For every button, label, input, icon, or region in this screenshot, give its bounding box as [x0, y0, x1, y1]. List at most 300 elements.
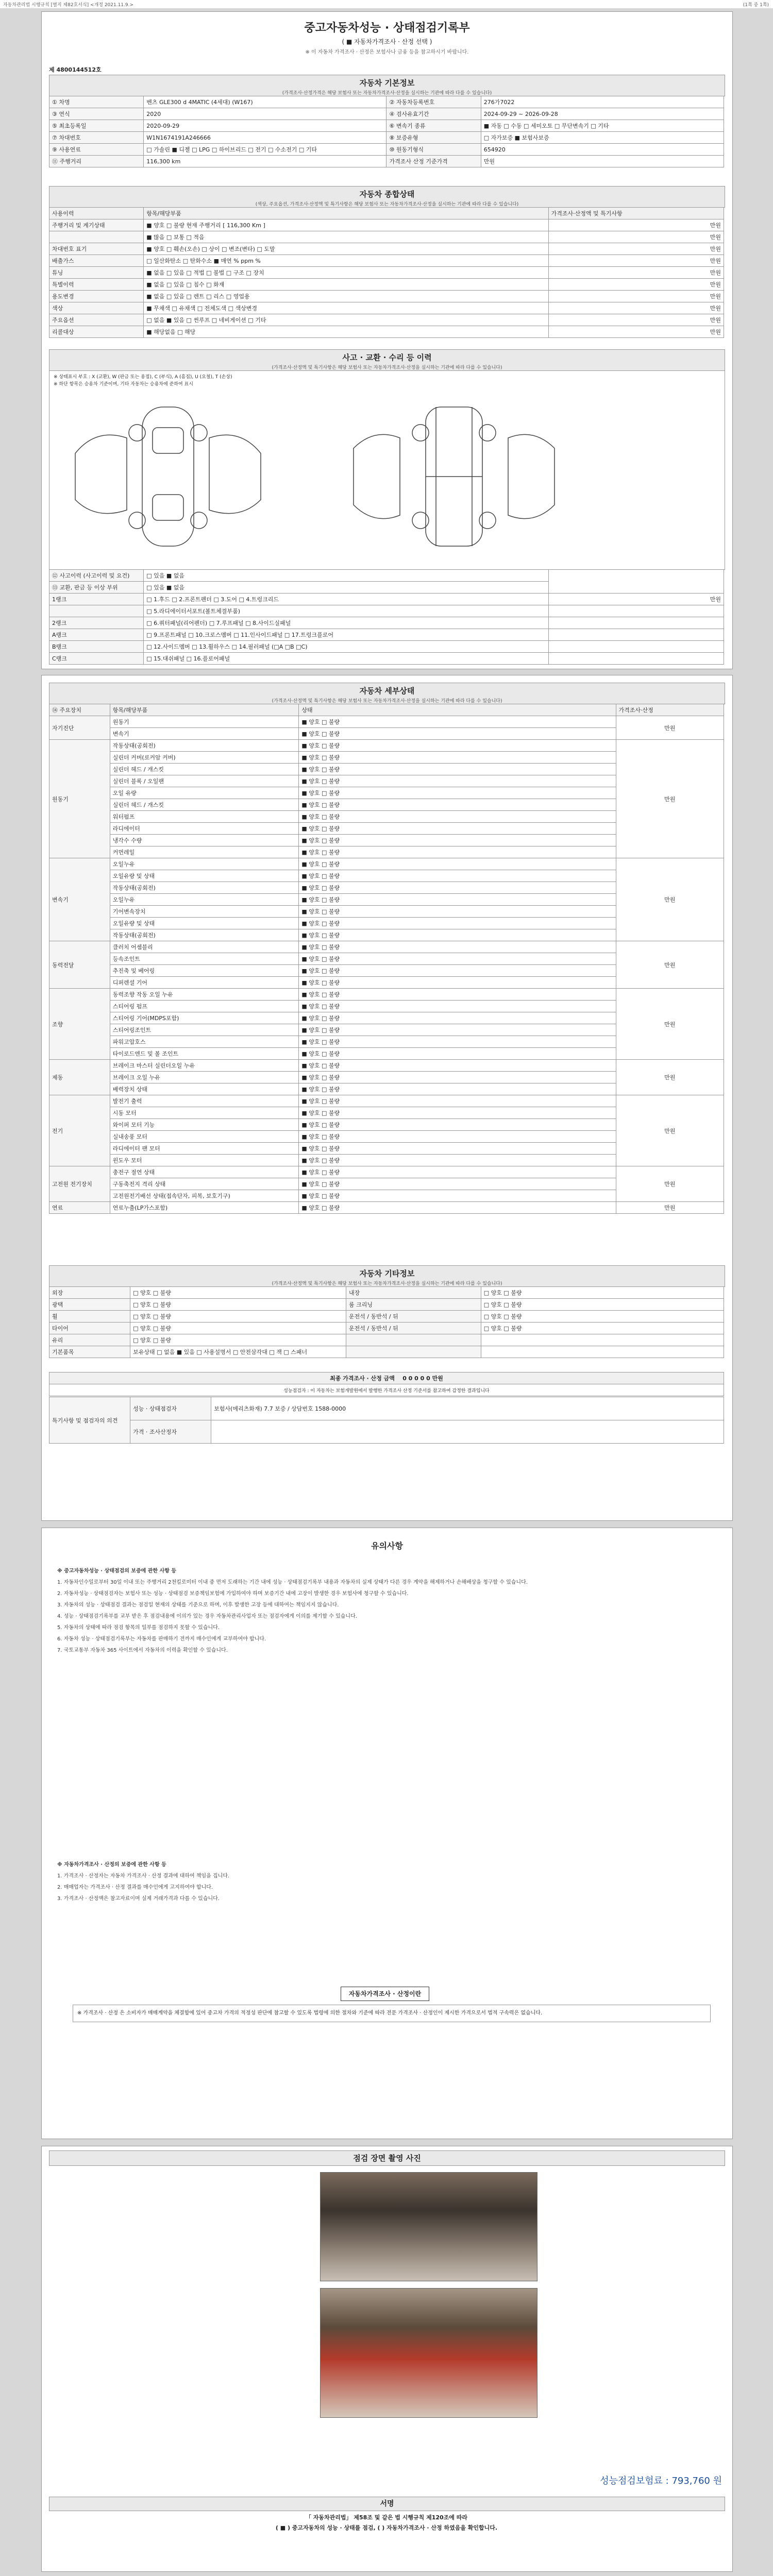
col-device: ⑭ 주요장치: [49, 704, 110, 716]
basic-label: ① 차명: [49, 96, 144, 108]
detail-part: 타이로드엔드 및 볼 조인트: [110, 1048, 299, 1060]
basic-value: ■ 자동 □ 수동 □ 세미오토 □ 무단변속기 □ 기타: [481, 120, 724, 132]
summary-row: [49, 326, 724, 338]
note-paragraph: 2. 매매업자는 가격조사 · 산정 결과를 매수인에게 고지하여야 합니다.: [57, 1885, 213, 1890]
summary-item: 배출가스: [49, 255, 144, 267]
section-title: 자동차 기본정보: [359, 78, 415, 88]
basic-row: [49, 156, 724, 167]
page-2: [41, 675, 733, 1521]
detail-status: ■ 양호 □ 불량: [299, 882, 616, 894]
other-item-2: [346, 1334, 481, 1346]
detail-price: 만원: [616, 1166, 724, 1202]
part-rank: B랭크: [49, 641, 144, 653]
other-value: 보유상태 □ 없음 ■ 있음 □ 사용설명서 □ 안전삼각대 □ 잭 □ 스패너: [130, 1346, 346, 1358]
detail-row: [49, 1060, 724, 1072]
summary-table: [49, 207, 724, 338]
summary-state: ■ 해당없음 □ 해당: [144, 326, 548, 338]
detail-part: 연료누출(LP가스포함): [110, 1202, 299, 1214]
detail-part: 디퍼렌셜 기어: [110, 977, 299, 989]
other-item-2: 내장: [346, 1287, 481, 1299]
basic-row: [49, 108, 724, 120]
basic-row: [49, 96, 724, 108]
basic-label: ⑦ 차대번호: [49, 132, 144, 144]
detail-status: ■ 양호 □ 불량: [299, 929, 616, 941]
part-rank: C랭크: [49, 653, 144, 665]
detail-group: 연료: [49, 1202, 110, 1214]
section-detail: [49, 683, 725, 704]
detail-part: 시동 모터: [110, 1107, 299, 1119]
summary-row: [49, 267, 724, 279]
summary-price: 만원: [548, 326, 724, 338]
part-list: □ 1.후드 □ 2.프론트펜더 □ 3.도어 □ 4.트렁크리드: [144, 594, 548, 605]
detail-status: ■ 양호 □ 불량: [299, 716, 616, 728]
car-diagram-svg: [65, 392, 709, 564]
detail-status: ■ 양호 □ 불량: [299, 858, 616, 870]
section-note: (색상, 주요옵션, 가격조사·산정액 및 특기사항은 해당 보험사 또는 자동차가격조사·산정을 실시하는 기관에 따라 다를 수 있습니다): [255, 202, 519, 207]
detail-price: 만원: [616, 941, 724, 989]
detail-part: 와이퍼 모터 기능: [110, 1119, 299, 1131]
detail-part: 동력조향 작동 오일 누유: [110, 989, 299, 1001]
detail-row: [49, 858, 724, 870]
detail-price: 만원: [616, 1060, 724, 1095]
basic-label: ③ 연식: [49, 108, 144, 120]
note-paragraph: 3. 가격조사 · 산정액은 참고자료이며 실제 거래가격과 다를 수 있습니다.: [57, 1896, 220, 1902]
notes-head-1: ※ 중고자동차성능 · 상태점검의 보증에 관한 사항 등: [57, 1568, 177, 1574]
summary-price: 만원: [548, 291, 724, 302]
detail-row: [49, 941, 724, 953]
other-item: 유리: [49, 1334, 130, 1346]
part-list: □ 12.사이드멤버 □ 13.휠하우스 □ 14.필러패널 (□A □B □C): [144, 641, 548, 653]
detail-part: 스티어링조인트: [110, 1024, 299, 1036]
summary-item: 특별이력: [49, 279, 144, 291]
other-item-2: 운전석 / 동반석 / 뒤: [346, 1311, 481, 1323]
detail-price: 만원: [616, 740, 724, 858]
signature-line-2: ( ■ ) 중고자동차의 성능 · 상태를 점검, ( ) 자동차가격조사 · 산정 하였음을 확인합니다.: [275, 2524, 498, 2531]
note-paragraph: 3. 자동차의 성능 · 상태점검 결과는 점검일 현재의 상태를 기준으로 하며, 이후 발생한 고장 등에 대하여는 책임지지 않습니다.: [57, 1602, 339, 1608]
detail-status: ■ 양호 □ 불량: [299, 1083, 616, 1095]
other-row: [49, 1346, 724, 1358]
other-item: 기본품목: [49, 1346, 130, 1358]
notes-title: 유의사항: [371, 1541, 403, 1551]
top-bar: [0, 0, 773, 8]
legend-codes: ※ 상태표시 부호 : X (교환), W (판금 또는 용접), C (부식), A (흠집), U (요철), T (손상): [54, 375, 232, 380]
summary-state: ■ 양호 □ 불량 현재 주행거리 [ 116,300 Km ]: [144, 219, 548, 231]
basic-value: 2020: [144, 108, 386, 120]
part-rank-row: [49, 653, 724, 665]
col-price: 가격조사·산정액 및 특기사항: [548, 208, 724, 219]
remark-label: 특기사항 및 점검자의 의견: [49, 1397, 130, 1444]
col-detail-price: 가격조사·산정: [616, 704, 724, 716]
section-title: 자동차 세부상태: [359, 686, 415, 696]
summary-state: □ 일산화탄소 □ 탄화수소 ■ 매연 % ppm %: [144, 255, 548, 267]
remark-appraiser-value: [211, 1420, 724, 1444]
appraisal-definition-title: 자동차가격조사 · 산정이란: [341, 1987, 429, 2001]
summary-row: [49, 231, 724, 243]
section-basic-info: [49, 75, 725, 96]
other-value-2: [481, 1334, 724, 1346]
summary-price: 만원: [548, 255, 724, 267]
detail-status: ■ 양호 □ 불량: [299, 740, 616, 752]
basic-label: ⑧ 보증유형: [386, 132, 481, 144]
detail-part: 오일유량 및 상태: [110, 918, 299, 929]
other-value-2: □ 양호 □ 불량: [481, 1311, 724, 1323]
detail-status: ■ 양호 □ 불량: [299, 1072, 616, 1083]
part-rank-row: [49, 641, 724, 653]
detail-status: ■ 양호 □ 불량: [299, 1012, 616, 1024]
detail-part: 스티어링 펌프: [110, 1001, 299, 1012]
detail-part: 윈도우 모터: [110, 1155, 299, 1166]
detail-status: ■ 양호 □ 불량: [299, 1119, 616, 1131]
accident-history-label: ⑫ 사고이력 (사고이력 및 요건): [49, 570, 144, 582]
other-item-2: 운전석 / 동반석 / 뒤: [346, 1323, 481, 1334]
basic-value: □ 자가보증 ■ 보험사보증: [481, 132, 724, 144]
detail-status: ■ 양호 □ 불량: [299, 1048, 616, 1060]
section-note: (가격조사·산정액 및 특기사항은 해당 보험사 또는 자동차가격조사·산정을 실시하는 기관에 따라 다를 수 있습니다): [272, 699, 502, 704]
other-row: [49, 1334, 724, 1346]
accident-history-value: □ 있음 ■ 없음: [144, 570, 548, 582]
detail-part: 등속조인트: [110, 953, 299, 965]
detail-group: 원동기: [49, 740, 110, 858]
basic-label: ⑨ 사용연료: [49, 144, 144, 156]
detail-status: ■ 양호 □ 불량: [299, 1024, 616, 1036]
part-price: [548, 605, 724, 617]
section-note: (가격조사·산정액 및 특기사항은 해당 보험사 또는 자동차가격조사·산정을 실시하는 기관에 따라 다를 수 있습니다): [272, 365, 502, 370]
document-title: 중고자동차성능 · 상태점검기록부: [304, 22, 470, 35]
detail-row: [49, 1095, 724, 1107]
summary-item: 색상: [49, 302, 144, 314]
other-value: □ 양호 □ 불량: [130, 1287, 346, 1299]
section-summary: [49, 186, 725, 208]
basic-value: 2020-09-29: [144, 120, 386, 132]
other-value: □ 양호 □ 불량: [130, 1299, 346, 1311]
detail-status: ■ 양호 □ 불량: [299, 764, 616, 775]
detail-status: ■ 양호 □ 불량: [299, 811, 616, 823]
accident-price-cell: [548, 570, 724, 594]
notes-head-2: ※ 자동차가격조사 · 산정의 보증에 관한 사항 등: [57, 1862, 166, 1868]
summary-row: [49, 243, 724, 255]
detail-status: ■ 양호 □ 불량: [299, 1178, 616, 1190]
page-1: [41, 11, 733, 669]
detail-row: [49, 989, 724, 1001]
detail-status: ■ 양호 □ 불량: [299, 1131, 616, 1143]
summary-item: 용도변경: [49, 291, 144, 302]
summary-price: 만원: [548, 267, 724, 279]
detail-status: ■ 양호 □ 불량: [299, 775, 616, 787]
remark-table: [49, 1397, 724, 1444]
detail-status: ■ 양호 □ 불량: [299, 906, 616, 918]
other-item: 타이어: [49, 1323, 130, 1334]
part-price: [548, 617, 724, 629]
basic-value: 벤츠 GLE300 d 4MATIC (4세대) (W167): [144, 96, 386, 108]
basic-row: [49, 144, 724, 156]
final-price-table: [49, 1372, 724, 1396]
part-rank-row: [49, 629, 724, 641]
document-number: 제 4800144512호: [49, 66, 102, 73]
detail-part: 기어변속장치: [110, 906, 299, 918]
summary-item: 튜닝: [49, 267, 144, 279]
basic-label: ⑪ 주행거리: [49, 156, 144, 167]
detail-status: ■ 양호 □ 불량: [299, 835, 616, 846]
detail-status: ■ 양호 □ 불량: [299, 1155, 616, 1166]
other-table: [49, 1286, 724, 1358]
detail-status: ■ 양호 □ 불량: [299, 1202, 616, 1214]
detail-price: 만원: [616, 716, 724, 740]
detail-status: ■ 양호 □ 불량: [299, 894, 616, 906]
page-4: [41, 2146, 733, 2572]
note-paragraph: 1. 가격조사 · 산정자는 자동차 가격조사 · 산정 결과에 대하여 책임을 집니다.: [57, 1873, 230, 1879]
summary-price: 만원: [548, 231, 724, 243]
summary-item: 리콜대상: [49, 326, 144, 338]
detail-part: 작동상태(공회전): [110, 740, 299, 752]
summary-state: ■ 없음 □ 있음 □ 렌트 □ 리스 □ 영업용: [144, 291, 548, 302]
basic-label: ⑩ 원동기형식: [386, 144, 481, 156]
summary-item: 주행거리 및 계기상태: [49, 219, 144, 231]
summary-row: [49, 255, 724, 267]
part-price: [548, 641, 724, 653]
detail-price: 만원: [616, 858, 724, 941]
detail-status: ■ 양호 □ 불량: [299, 752, 616, 764]
note-paragraph: 4. 성능 · 상태점검기록부를 교부 받은 후 점검내용에 이의가 있는 경우 자동차관리사업자 또는 점검자에게 이의를 제기할 수 있습니다.: [57, 1614, 357, 1619]
detail-status: ■ 양호 □ 불량: [299, 918, 616, 929]
note-paragraph: 5. 자동차의 상태에 따라 점검 항목의 일부를 점검하지 못할 수 있습니다.: [57, 1625, 220, 1631]
other-value: □ 양호 □ 불량: [130, 1323, 346, 1334]
detail-part: 파워고압호스: [110, 1036, 299, 1048]
detail-status: ■ 양호 □ 불량: [299, 1143, 616, 1155]
notes-section-2: [57, 1858, 717, 1906]
basic-info-table: [49, 96, 724, 167]
note-paragraph: 1. 자동차인수일로부터 30일 이내 또는 주행거리 2천킬로미터 이내 중 먼저 도래하는 기간 내에 성능 · 상태점검기록부 내용과 자동차의 실제 상태가 다른 경우 계약을 해제하거나 손해배상을 청구할 수 있습니다.: [57, 1580, 528, 1585]
section-note: (가격조사·산정가격은 해당 보험사 또는 자동차가격조사·산정을 실시하는 기관에 따라 다를 수 있습니다): [282, 91, 492, 96]
section-title: 자동차 종합상태: [359, 190, 415, 199]
detail-group: 제동: [49, 1060, 110, 1095]
note-paragraph: 2. 자동차성능 · 상태점검자는 보험사 또는 성능 · 상태점검 보증책임보험에 가입하여야 하며 보증기간 내에 고장이 발생한 경우 보험사에 청구할 수 있습니다.: [57, 1591, 409, 1597]
summary-price: 만원: [548, 314, 724, 326]
signature-line-1: 「 자동차관리법」 제58조 및 같은 법 시행규칙 제120조에 따라: [305, 2514, 468, 2521]
document-note: ※ 이 자동차 가격조사 · 산정은 보험사나 금융 등을 참고하시기 바랍니다.: [305, 49, 469, 55]
basic-value: W1N1674191A246666: [144, 132, 386, 144]
detail-status: ■ 양호 □ 불량: [299, 799, 616, 811]
remark-appraiser-label: 가격 · 조사산정자: [130, 1420, 211, 1444]
detail-status: ■ 양호 □ 불량: [299, 965, 616, 977]
detail-status: ■ 양호 □ 불량: [299, 989, 616, 1001]
part-price: 만원: [548, 594, 724, 605]
detail-part: 실린더 블록 / 오일팬: [110, 775, 299, 787]
part-list: □ 6.쿼터패널(리어펜더) □ 7.루프패널 □ 8.사이드실패널: [144, 617, 548, 629]
page-indicator: (1쪽 중 1쪽): [743, 3, 769, 8]
detail-status: ■ 양호 □ 불량: [299, 870, 616, 882]
detail-status: ■ 양호 □ 불량: [299, 1001, 616, 1012]
basic-value: 654920: [481, 144, 724, 156]
appraisal-definition-text: ※ 가격조사 · 산정 은 소비자가 매매계약을 체결함에 있어 중고차 가격의 적정성 판단에 참고할 수 있도록 법령에 의한 절차와 기준에 따라 전문 가격조사 · 산정인이 제시한 가격으로서 법적 구속력은 없습니다.: [73, 2005, 711, 2022]
detail-part: 원동기: [110, 716, 299, 728]
other-value-2: □ 양호 □ 불량: [481, 1287, 724, 1299]
basic-value: 2024-09-29 ~ 2026-09-28: [481, 108, 724, 120]
other-row: [49, 1299, 724, 1311]
detail-part: 오일누유: [110, 894, 299, 906]
summary-row: [49, 314, 724, 326]
summary-row: [49, 219, 724, 231]
remark-inspector-value: 보험사(메리츠화재) 7.7 보증 / 상담번호 1588-0000: [211, 1397, 724, 1420]
basic-label: ② 자동차등록번호: [386, 96, 481, 108]
other-item: 광택: [49, 1299, 130, 1311]
detail-row: [49, 716, 724, 728]
summary-row: [49, 302, 724, 314]
inspection-insurance-fee: 성능점검보험료 : 793,760 원: [600, 2476, 722, 2486]
final-price-value: 0 0 0 0 0 만원: [402, 1375, 443, 1382]
detail-row: [49, 1166, 724, 1178]
other-item-2: [346, 1346, 481, 1358]
detail-status: ■ 양호 □ 불량: [299, 1036, 616, 1048]
detail-status: ■ 양호 □ 불량: [299, 1095, 616, 1107]
summary-state: ■ 무채색 □ 유채색 □ 전체도색 □ 색상변경: [144, 302, 548, 314]
detail-part: 라디에이터 팬 모터: [110, 1143, 299, 1155]
basic-value: 276가7022: [481, 96, 724, 108]
detail-group: 전기: [49, 1095, 110, 1166]
part-rank-row: [49, 594, 724, 605]
detail-price: 만원: [616, 989, 724, 1060]
summary-price: 만원: [548, 219, 724, 231]
detail-part: 실내송풍 모터: [110, 1131, 299, 1143]
detail-status: ■ 양호 □ 불량: [299, 953, 616, 965]
detail-table: [49, 704, 724, 1214]
part-list: □ 5.라디에이터서포트(볼트체결부품): [144, 605, 548, 617]
part-rank-row: [49, 617, 724, 629]
document-subtitle: ( ■ 자동차가격조사 · 산정 선택 ): [342, 38, 432, 45]
summary-state: ■ 양호 □ 훼손(오손) □ 상이 □ 변조(변타) □ 도말: [144, 243, 548, 255]
summary-row: [49, 291, 724, 302]
summary-price: 만원: [548, 279, 724, 291]
other-row: [49, 1323, 724, 1334]
abnormal-parts-label: ⑬ 교환, 판금 등 이상 부위: [49, 582, 144, 594]
section-title: 사고 · 교환 · 수리 등 이력: [342, 353, 432, 362]
part-rank: 2랭크: [49, 617, 144, 629]
other-value-2: [481, 1346, 724, 1358]
basic-label: 가격조사 산정 기준가격: [386, 156, 481, 167]
detail-status: ■ 양호 □ 불량: [299, 1190, 616, 1202]
basic-label: ④ 검사유효기간: [386, 108, 481, 120]
section-title: 자동차 기타정보: [359, 1269, 415, 1278]
other-value-2: □ 양호 □ 불량: [481, 1323, 724, 1334]
part-price: [548, 653, 724, 665]
detail-status: ■ 양호 □ 불량: [299, 1107, 616, 1119]
legend-note: ※ 하단 항목은 승용차 기준이며, 기타 자동차는 승용차에 준하여 표시: [54, 382, 193, 387]
detail-part: 실린더 헤드 / 개스킷: [110, 764, 299, 775]
summary-price: 만원: [548, 243, 724, 255]
note-paragraph: 7. 국토교통부 자동차 365 사이트에서 자동차의 이력을 확인할 수 있습니다.: [57, 1648, 228, 1653]
detail-part: 배력장치 상태: [110, 1083, 299, 1095]
detail-part: 라디에이터: [110, 823, 299, 835]
basic-value: □ 가솔린 ■ 디젤 □ LPG □ 하이브리드 □ 전기 □ 수소전기 □ 기타: [144, 144, 386, 156]
summary-item: 차대번호 표기: [49, 243, 144, 255]
form-reference: 자동차관리법 시행규칙 [별지 제82호서식] <개정 2021.11.9.>: [3, 3, 134, 8]
detail-part: 오일유량 및 상태: [110, 870, 299, 882]
basic-row: [49, 120, 724, 132]
part-rank-row: [49, 605, 724, 617]
detail-part: 추진축 및 베어링: [110, 965, 299, 977]
detail-part: 실린더 헤드 / 개스킷: [110, 799, 299, 811]
signature-note: 성능점검자 : 이 자동차는 보험개발원에서 발행한 가격조사 산정 기준서를 참고하여 감정한 결과입니다: [49, 1384, 724, 1396]
summary-state: ■ 없음 □ 있음 □ 침수 □ 화재: [144, 279, 548, 291]
summary-item: 주요옵션: [49, 314, 144, 326]
part-list: □ 15.대쉬패널 □ 16.플로어패널: [144, 653, 548, 665]
detail-part: 스티어링 기어(MDPS포함): [110, 1012, 299, 1024]
detail-part: 브레이크 마스터 실린더오일 누유: [110, 1060, 299, 1072]
detail-part: 변속기: [110, 728, 299, 740]
detail-part: 고전원전기배선 상태(접속단자, 피복, 보호기구): [110, 1190, 299, 1202]
car-outline-left-icon: [75, 407, 261, 546]
notes-section-1: [57, 1564, 717, 1658]
summary-state: ■ 많음 □ 보통 □ 적음: [144, 231, 548, 243]
detail-status: ■ 양호 □ 불량: [299, 977, 616, 989]
basic-row: [49, 132, 724, 144]
other-row: [49, 1311, 724, 1323]
detail-status: ■ 양호 □ 불량: [299, 846, 616, 858]
detail-status: ■ 양호 □ 불량: [299, 787, 616, 799]
detail-part: 발전기 출력: [110, 1095, 299, 1107]
page-3: [41, 1528, 733, 2139]
basic-value: 116,300 km: [144, 156, 386, 167]
detail-status: ■ 양호 □ 불량: [299, 823, 616, 835]
part-rank: 1랭크: [49, 594, 144, 605]
detail-group: 동력전달: [49, 941, 110, 989]
detail-price: 만원: [616, 1095, 724, 1166]
detail-part: 커먼레일: [110, 846, 299, 858]
col-state: 항목/해당부품: [144, 208, 548, 219]
signature-title: 서명: [49, 2497, 725, 2511]
basic-label: ⑥ 변속기 종류: [386, 120, 481, 132]
detail-part: 냉각수 수량: [110, 835, 299, 846]
inspection-photo-2: [320, 2288, 537, 2418]
detail-status: ■ 양호 □ 불량: [299, 728, 616, 740]
detail-group: 변속기: [49, 858, 110, 941]
detail-part: 구동축전지 격리 상태: [110, 1178, 299, 1190]
summary-price: 만원: [548, 302, 724, 314]
other-value: □ 양호 □ 불량: [130, 1311, 346, 1323]
accident-diagram: [49, 370, 725, 570]
col-part: 항목/해당부품: [110, 704, 299, 716]
detail-part: 클러치 어셈블리: [110, 941, 299, 953]
detail-part: 오일 유량: [110, 787, 299, 799]
summary-state: ■ 없음 □ 있음 □ 적법 □ 불법 □ 구조 □ 장치: [144, 267, 548, 279]
note-paragraph: 6. 자동차 성능 · 상태점검기록부는 자동차를 판매하기 전까지 매수인에게 교부하여야 합니다.: [57, 1636, 266, 1642]
detail-group: 고전원 전기장치: [49, 1166, 110, 1202]
inspection-photo-1: [320, 2172, 537, 2281]
detail-group: 자기진단: [49, 716, 110, 740]
other-value: □ 양호 □ 불량: [130, 1334, 346, 1346]
detail-status: ■ 양호 □ 불량: [299, 1060, 616, 1072]
detail-row: [49, 740, 724, 752]
part-list: □ 9.프론트패널 □ 10.크로스멤버 □ 11.인사이드패널 □ 17.트렁크플로어: [144, 629, 548, 641]
section-note: (가격조사·산정액 및 특기사항은 해당 보험사 또는 자동차가격조사·산정을 실시하는 기관에 따라 다를 수 있습니다): [272, 1281, 502, 1286]
detail-row: [49, 1202, 724, 1214]
other-value-2: □ 양호 □ 불량: [481, 1299, 724, 1311]
part-price: [548, 629, 724, 641]
detail-group: 조향: [49, 989, 110, 1060]
col-history: 사용이력: [49, 208, 144, 219]
basic-value: 만원: [481, 156, 724, 167]
part-rank: [49, 605, 144, 617]
photo-section-title: 점검 장면 촬영 사진: [49, 2150, 725, 2166]
col-status: 상태: [299, 704, 616, 716]
detail-status: ■ 양호 □ 불량: [299, 941, 616, 953]
detail-part: 오일누유: [110, 858, 299, 870]
abnormal-parts-value: □ 있음 ■ 없음: [144, 582, 548, 594]
other-item: 휠: [49, 1311, 130, 1323]
car-frame-right-icon: [354, 407, 554, 546]
detail-price: 만원: [616, 1202, 724, 1214]
detail-status: ■ 양호 □ 불량: [299, 1166, 616, 1178]
accident-table: [49, 569, 724, 665]
